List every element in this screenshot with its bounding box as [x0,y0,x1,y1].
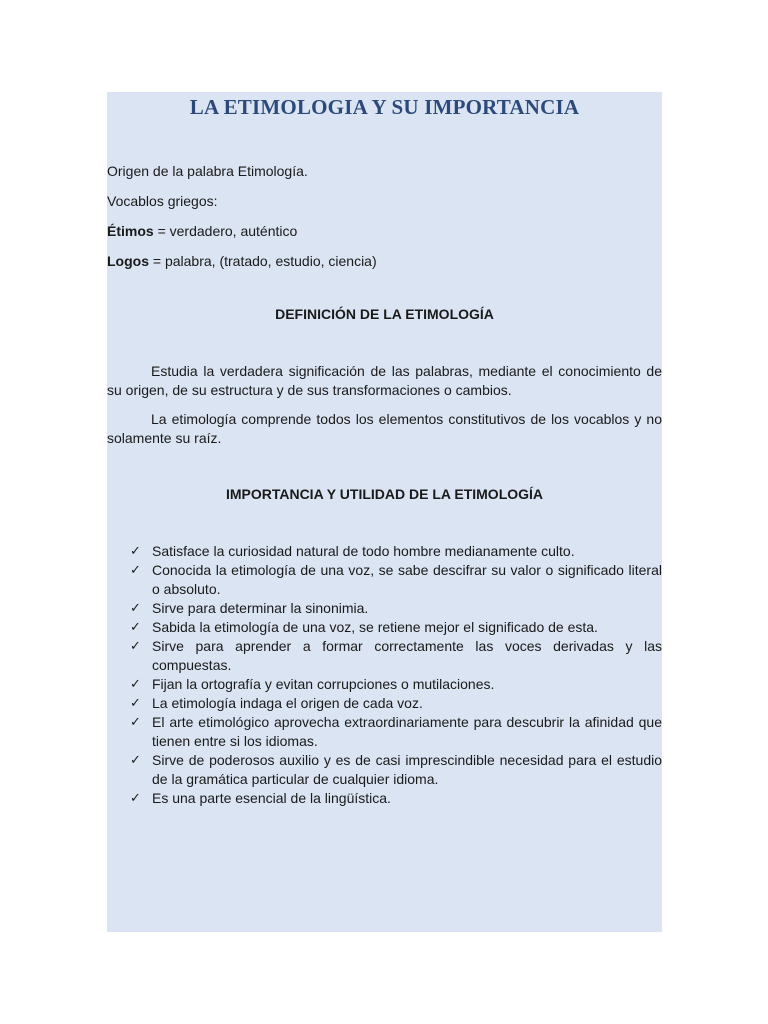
definition-paragraph: La etimología comprende todos los elementos constitutivos de los vocablos y no solamente su raíz. [107,411,662,446]
check-icon: ✓ [130,696,141,711]
intro-origin-line: Origen de la palabra Etimología. [107,163,308,179]
check-icon: ✓ [130,715,141,730]
importance-heading: IMPORTANCIA Y UTILIDAD DE LA ETIMOLOGÍA [225,486,544,502]
definition-heading: DEFINICIÓN DE LA ETIMOLOGÍA [275,306,494,322]
list-item-text: El arte etimológico aprovecha extraordinariamente para descubrir la afinidad que tienen entre si los idiomas. [152,714,662,749]
list-item [107,618,662,637]
list-item [107,713,662,751]
intro-greek-words-line: Vocablos griegos: [107,193,218,209]
etimos-line [107,222,662,240]
definition-paragraph: Estudia la verdadera significación de las palabras, mediante el conocimiento de su origen, de su estructura y de sus transformaciones o cambios. [107,363,662,398]
list-item-text: Es una parte esencial de la lingüística. [152,790,391,806]
check-icon: ✓ [130,639,141,654]
list-item [107,637,662,675]
check-icon: ✓ [130,677,141,692]
list-item [107,694,662,713]
document-panel [107,92,662,932]
check-icon: ✓ [130,620,141,635]
list-item-text: Sirve para determinar la sinonimia. [152,600,369,616]
logos-line [107,252,662,270]
list-item-text: Conocida la etimología de una voz, se sabe descifrar su valor o significado literal o absoluto. [152,562,662,597]
check-icon: ✓ [130,544,141,559]
list-item-text: La etimología indaga el origen de cada voz. [152,695,423,711]
list-item [107,542,662,561]
logos-definition: = palabra, (tratado, estudio, ciencia) [149,253,377,269]
logos-term: Logos [107,253,149,269]
check-icon: ✓ [130,563,141,578]
document-title: LA ETIMOLOGIA Y SU IMPORTANCIA [189,95,580,119]
etimos-term: Étimos [107,223,154,239]
etimos-definition: = verdadero, auténtico [153,223,298,239]
list-item [107,599,662,618]
list-item [107,561,662,599]
list-item [107,789,662,808]
list-item-text: Satisface la curiosidad natural de todo hombre medianamente culto. [152,543,575,559]
list-item-text: Fijan la ortografía y evitan corrupciones o mutilaciones. [152,676,495,692]
check-icon: ✓ [130,753,141,768]
list-item-text: Sirve de poderosos auxilio y es de casi imprescindible necesidad para el estudio de la gramática particular de cualquier idioma. [152,752,662,787]
list-item-text: Sirve para aprender a formar correctamente las voces derivadas y las compuestas. [152,638,662,673]
list-item [107,751,662,789]
definition-section [107,362,662,448]
check-icon: ✓ [130,791,141,806]
intro-section [107,162,662,270]
check-icon: ✓ [130,601,141,616]
importance-list [107,542,662,808]
list-item-text: Sabida la etimología de una voz, se retiene mejor el significado de esta. [152,619,598,635]
list-item [107,675,662,694]
